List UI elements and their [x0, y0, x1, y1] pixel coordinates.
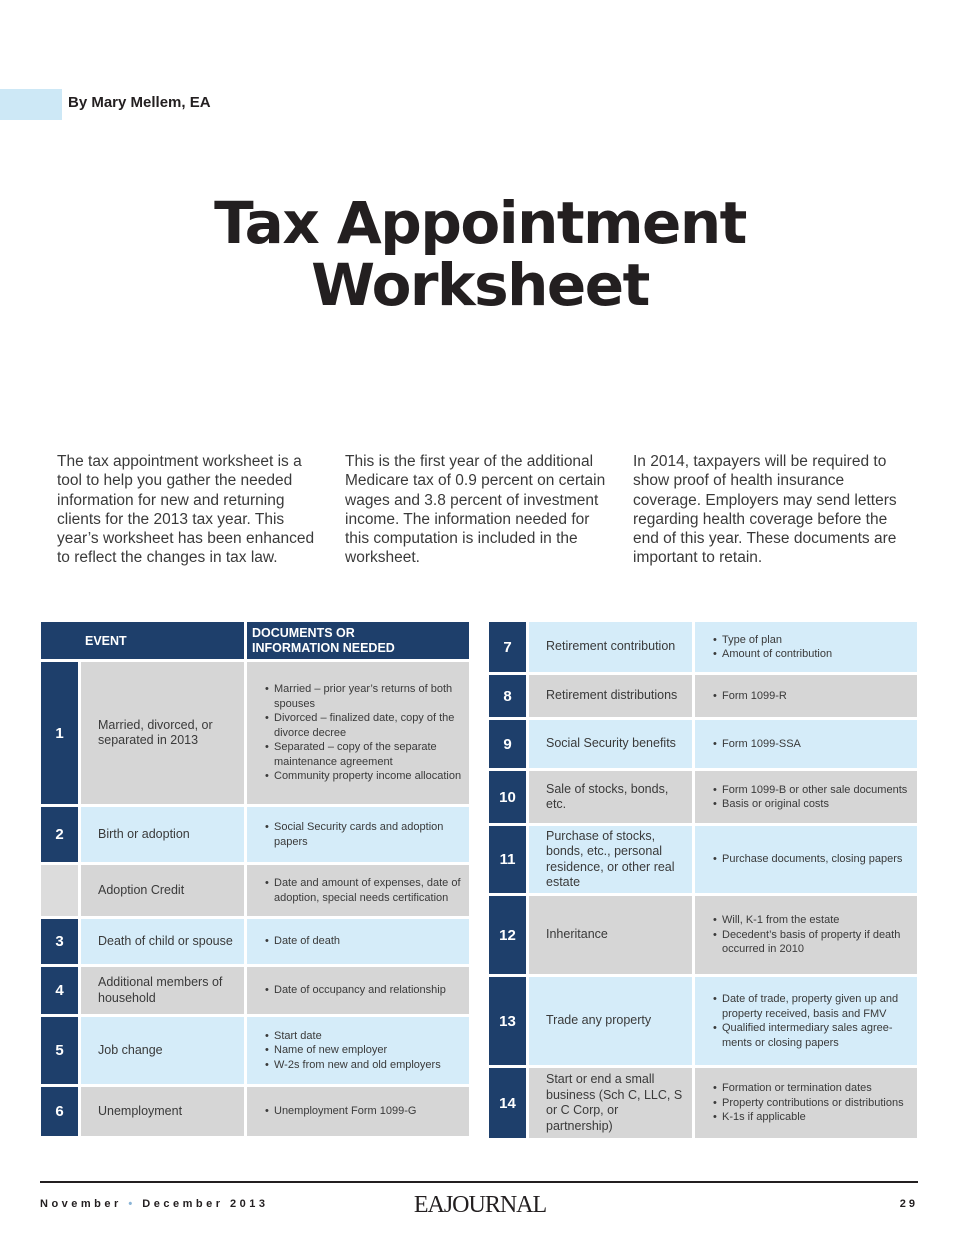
document-item: • Married – prior year’s returns of both spouses: [265, 682, 465, 711]
document-item: • Basis or original costs: [713, 797, 913, 812]
document-item: • Date of trade, property given up and property received, basis and FMV: [713, 992, 913, 1021]
issue-month-1: November: [40, 1198, 122, 1210]
row-number: 12: [489, 896, 526, 974]
row-event: Birth or adoption: [81, 807, 244, 862]
table-row: [41, 865, 469, 916]
row-documents: [247, 807, 469, 862]
header-docs-line-1: DOCUMENTS OR: [252, 625, 355, 640]
row-documents: [695, 896, 917, 974]
document-item: • Amount of contribution: [713, 647, 913, 662]
row-number: 5: [41, 1017, 78, 1084]
author-byline: By Mary Mellem, EA: [68, 94, 211, 111]
table-row: [489, 720, 917, 768]
table-row: [489, 896, 917, 974]
row-documents: [247, 1017, 469, 1084]
row-event: Sale of stocks, bonds, etc.: [529, 771, 692, 823]
document-item: • Form 1099-B or other sale documents: [713, 783, 913, 798]
table-row: [41, 919, 469, 964]
header-docs-line-2: INFORMATION NEEDED: [252, 640, 395, 655]
table-row: [489, 675, 917, 717]
table-row: [489, 826, 917, 893]
row-number: 14: [489, 1068, 526, 1138]
row-event: Married, divorced, or separated in 2013: [81, 662, 244, 804]
header-documents: [247, 622, 469, 659]
worksheet-table-left: [38, 619, 472, 1139]
document-item: • Formation or termination dates: [713, 1081, 913, 1096]
intro-paragraph-3: In 2014, taxpayers will be required to show proof of health insurance coverage. Employers may send letters regarding health coverage before the end of this year. These documents are important to retain.: [633, 453, 897, 567]
table-row: [489, 622, 917, 672]
row-event: Additional members of household: [81, 967, 244, 1014]
row-event: Unemployment: [81, 1087, 244, 1136]
document-item: • K-1s if applicable: [713, 1110, 913, 1125]
title-line-1: Tax Appointment: [214, 189, 746, 257]
row-documents: [247, 919, 469, 964]
document-item: • Date of occupancy and relationship: [265, 983, 465, 998]
row-documents: [247, 967, 469, 1014]
table-row: [41, 1017, 469, 1084]
row-documents: [695, 977, 917, 1065]
row-event: Inheritance: [529, 896, 692, 974]
document-item: • Purchase documents, closing papers: [713, 852, 913, 867]
table-row: [489, 771, 917, 823]
row-number: 10: [489, 771, 526, 823]
row-number: 9: [489, 720, 526, 768]
page-number: 29: [899, 1198, 918, 1210]
document-item: • Community property income allocation: [265, 769, 465, 784]
page-title: [0, 189, 960, 319]
row-number: 13: [489, 977, 526, 1065]
table-row: [41, 807, 469, 862]
document-item: • Form 1099-R: [713, 689, 913, 704]
document-item: • Will, K-1 from the estate: [713, 913, 913, 928]
table-row: [41, 1087, 469, 1136]
row-event: Social Security benefits: [529, 720, 692, 768]
table-row: [489, 977, 917, 1065]
row-documents: [247, 865, 469, 916]
row-number: 4: [41, 967, 78, 1014]
document-item: • Date of death: [265, 934, 465, 949]
row-event: Death of child or spouse: [81, 919, 244, 964]
row-event: Purchase of stocks, bonds, etc., personal residence, or other real estate: [529, 826, 692, 893]
row-number: 11: [489, 826, 526, 893]
row-number: 3: [41, 919, 78, 964]
document-item: • Form 1099-SSA: [713, 737, 913, 752]
row-number: 1: [41, 662, 78, 804]
row-number: 7: [489, 622, 526, 672]
row-event: Start or end a small business (Sch C, LLC, S or C Corp, or partnership): [529, 1068, 692, 1138]
row-documents: [695, 826, 917, 893]
table-row: [41, 662, 469, 804]
intro-paragraph-2: This is the first year of the additional Medicare tax of 0.9 percent on certain wages and 3.8 percent of investment income. The information needed for this computation is included in the worksheet.: [345, 453, 606, 567]
document-item: • Date and amount of expenses, date of adoption, special needs certification: [265, 876, 465, 905]
document-item: • Type of plan: [713, 633, 913, 648]
ea-journal-logo: EAJOURNAL: [413, 1192, 547, 1218]
row-event: Trade any property: [529, 977, 692, 1065]
intro-paragraph-1: The tax appointment worksheet is a tool to help you gather the needed information for new and returning clients for the 2013 tax year. This year’s worksheet has been enhanced to reflect the changes in tax law.: [57, 453, 315, 567]
document-item: • Property contributions or distributions: [713, 1096, 913, 1111]
table-row: [489, 1068, 917, 1138]
row-number: 2: [41, 807, 78, 862]
row-event: Job change: [81, 1017, 244, 1084]
byline-accent-bar: [0, 89, 62, 120]
document-item: • Qualified intermediary sales agreements or closing papers: [713, 1021, 913, 1050]
row-number: [41, 865, 78, 916]
row-number: 8: [489, 675, 526, 717]
row-documents: [247, 1087, 469, 1136]
title-line-2: Worksheet: [311, 251, 649, 319]
document-item: • Decedent’s basis of property if death occurred in 2010: [713, 928, 913, 957]
row-number: 6: [41, 1087, 78, 1136]
row-documents: [695, 720, 917, 768]
issue-separator: •: [128, 1198, 136, 1210]
worksheet-table-right: [486, 619, 920, 1141]
issue-month-2: December 2013: [142, 1198, 269, 1210]
document-item: • Separated – copy of the separate maintenance agreement: [265, 740, 465, 769]
document-item: • Start date: [265, 1029, 465, 1044]
row-documents: [695, 771, 917, 823]
row-documents: [247, 662, 469, 804]
header-event: EVENT: [41, 622, 244, 659]
row-event: Retirement contribution: [529, 622, 692, 672]
footer-divider: [40, 1181, 918, 1183]
document-item: • Divorced – finalized date, copy of the divorce decree: [265, 711, 465, 740]
table-row: [41, 967, 469, 1014]
document-item: • W-2s from new and old employers: [265, 1058, 465, 1073]
document-item: • Social Security cards and adoption papers: [265, 820, 465, 849]
row-documents: [695, 675, 917, 717]
row-documents: [695, 622, 917, 672]
row-documents: [695, 1068, 917, 1138]
row-event: Retirement distributions: [529, 675, 692, 717]
row-event: Adoption Credit: [81, 865, 244, 916]
document-item: • Name of new employer: [265, 1043, 465, 1058]
table-header-row: [41, 622, 469, 659]
document-item: • Unemployment Form 1099-G: [265, 1104, 465, 1119]
